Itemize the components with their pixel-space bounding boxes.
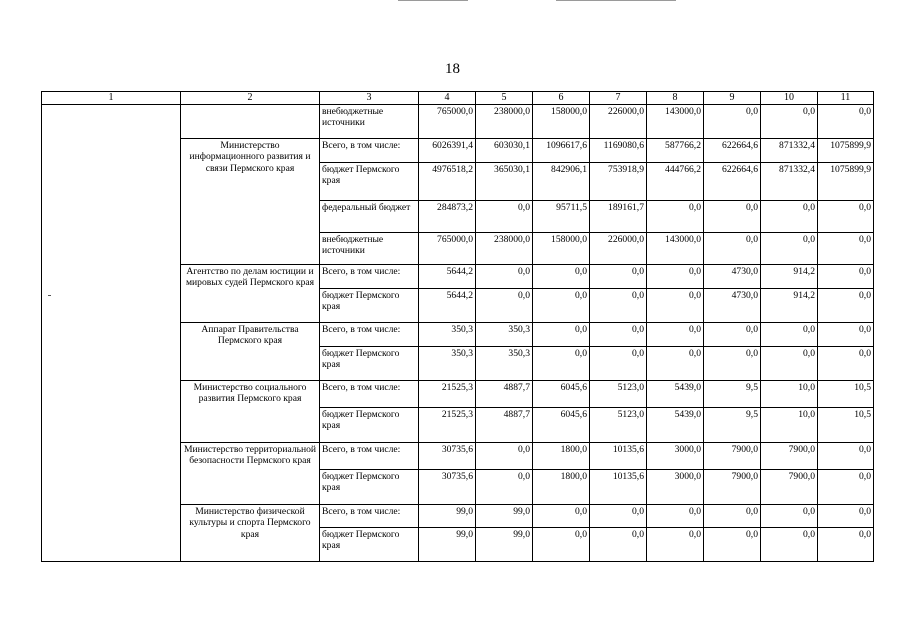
source-cell: бюджет Пермского края xyxy=(320,288,419,322)
table-body xyxy=(42,92,874,562)
value-cell: 365030,1 xyxy=(476,162,533,200)
value-cell: 0,0 xyxy=(761,504,818,527)
value-cell: 0,0 xyxy=(818,442,874,469)
value-cell: 95711,5 xyxy=(533,200,590,232)
value-cell: 0,0 xyxy=(533,322,590,346)
value-cell: 10,5 xyxy=(818,380,874,407)
value-cell: 4976518,2 xyxy=(419,162,476,200)
value-cell: 350,3 xyxy=(419,322,476,346)
value-cell: 0,0 xyxy=(590,322,647,346)
value-cell: 238000,0 xyxy=(476,232,533,264)
header-cell: 8 xyxy=(647,92,704,105)
source-cell: Всего, в том числе: xyxy=(320,504,419,527)
value-cell: 0,0 xyxy=(818,264,874,288)
value-cell: 238000,0 xyxy=(476,104,533,138)
value-cell: 5644,2 xyxy=(419,264,476,288)
value-cell: 0,0 xyxy=(476,442,533,469)
value-cell: 226000,0 xyxy=(590,232,647,264)
value-cell: 10135,6 xyxy=(590,442,647,469)
value-cell: 0,0 xyxy=(476,469,533,504)
value-cell: 0,0 xyxy=(533,346,590,380)
value-cell: 5439,0 xyxy=(647,407,704,442)
value-cell: 0,0 xyxy=(818,322,874,346)
value-cell: 30735,6 xyxy=(419,442,476,469)
value-cell: 0,0 xyxy=(647,264,704,288)
value-cell: 7900,0 xyxy=(704,442,761,469)
table-row xyxy=(42,104,874,138)
value-cell: 0,0 xyxy=(704,104,761,138)
value-cell: 350,3 xyxy=(476,346,533,380)
value-cell: 0,0 xyxy=(590,346,647,380)
value-cell: 765000,0 xyxy=(419,104,476,138)
value-cell: 0,0 xyxy=(590,527,647,561)
agency-cell-empty xyxy=(181,104,320,138)
value-cell: 143000,0 xyxy=(647,104,704,138)
value-cell: 871332,4 xyxy=(761,138,818,162)
value-cell: 5123,0 xyxy=(590,380,647,407)
source-cell: внебюджетные источники xyxy=(320,104,419,138)
value-cell: 0,0 xyxy=(704,200,761,232)
value-cell: 0,0 xyxy=(647,322,704,346)
source-cell: Всего, в том числе: xyxy=(320,380,419,407)
value-cell: 9,5 xyxy=(704,407,761,442)
header-cell: 6 xyxy=(533,92,590,105)
source-cell: Всего, в том числе: xyxy=(320,322,419,346)
header-row xyxy=(42,92,874,105)
value-cell: 0,0 xyxy=(818,469,874,504)
source-cell: бюджет Пермского края xyxy=(320,346,419,380)
header-cell: 5 xyxy=(476,92,533,105)
value-cell: 21525,3 xyxy=(419,407,476,442)
value-cell: 444766,2 xyxy=(647,162,704,200)
value-cell: 30735,6 xyxy=(419,469,476,504)
value-cell: 0,0 xyxy=(818,104,874,138)
value-cell: 6026391,4 xyxy=(419,138,476,162)
value-cell: 1800,0 xyxy=(533,442,590,469)
value-cell: 0,0 xyxy=(533,527,590,561)
value-cell: 914,2 xyxy=(761,288,818,322)
value-cell: 158000,0 xyxy=(533,232,590,264)
value-cell: 99,0 xyxy=(419,527,476,561)
value-cell: 753918,9 xyxy=(590,162,647,200)
agency-cell: Министерство социального развития Пермского края xyxy=(181,380,320,442)
value-cell: 914,2 xyxy=(761,264,818,288)
value-cell: 4887,7 xyxy=(476,380,533,407)
top-rule-right xyxy=(556,0,676,1)
value-cell: 0,0 xyxy=(590,288,647,322)
value-cell: 765000,0 xyxy=(419,232,476,264)
source-cell: бюджет Пермского края xyxy=(320,162,419,200)
source-cell: бюджет Пермского края xyxy=(320,527,419,561)
value-cell: 5439,0 xyxy=(647,380,704,407)
value-cell: 0,0 xyxy=(476,200,533,232)
value-cell: 0,0 xyxy=(818,527,874,561)
value-cell: 0,0 xyxy=(818,504,874,527)
value-cell: 7900,0 xyxy=(704,469,761,504)
source-cell: Всего, в том числе: xyxy=(320,264,419,288)
value-cell: 0,0 xyxy=(533,504,590,527)
value-cell: 842906,1 xyxy=(533,162,590,200)
header-cell: 11 xyxy=(818,92,874,105)
column-1-cell xyxy=(42,104,181,561)
value-cell: 0,0 xyxy=(704,504,761,527)
value-cell: 4730,0 xyxy=(704,288,761,322)
value-cell: 9,5 xyxy=(704,380,761,407)
value-cell: 0,0 xyxy=(818,200,874,232)
header-cell: 3 xyxy=(320,92,419,105)
value-cell: 6045,6 xyxy=(533,380,590,407)
value-cell: 7900,0 xyxy=(761,469,818,504)
value-cell: 871332,4 xyxy=(761,162,818,200)
source-cell: Всего, в том числе: xyxy=(320,442,419,469)
value-cell: 587766,2 xyxy=(647,138,704,162)
value-cell: 0,0 xyxy=(533,264,590,288)
value-cell: 350,3 xyxy=(419,346,476,380)
value-cell: 3000,0 xyxy=(647,442,704,469)
value-cell: 143000,0 xyxy=(647,232,704,264)
value-cell: 99,0 xyxy=(476,527,533,561)
value-cell: 284873,2 xyxy=(419,200,476,232)
value-cell: 603030,1 xyxy=(476,138,533,162)
value-cell: 4887,7 xyxy=(476,407,533,442)
agency-cell: Министерство информационного развития и связи Пермского края xyxy=(181,138,320,264)
header-cell: 1 xyxy=(42,92,181,105)
agency-cell: Министерство территориальной безопасности Пермского края xyxy=(181,442,320,504)
value-cell: 0,0 xyxy=(761,200,818,232)
value-cell: 1800,0 xyxy=(533,469,590,504)
budget-table xyxy=(41,91,874,562)
value-cell: 189161,7 xyxy=(590,200,647,232)
value-cell: 0,0 xyxy=(761,232,818,264)
top-rule-left xyxy=(398,0,468,1)
value-cell: 0,0 xyxy=(647,504,704,527)
source-cell: Всего, в том числе: xyxy=(320,138,419,162)
value-cell: 0,0 xyxy=(647,527,704,561)
header-cell: 10 xyxy=(761,92,818,105)
source-cell: федеральный бюджет xyxy=(320,200,419,232)
header-cell: 4 xyxy=(419,92,476,105)
value-cell: 0,0 xyxy=(818,346,874,380)
value-cell: 0,0 xyxy=(533,288,590,322)
value-cell: 5123,0 xyxy=(590,407,647,442)
source-cell: бюджет Пермского края xyxy=(320,407,419,442)
value-cell: 10,5 xyxy=(818,407,874,442)
value-cell: 5644,2 xyxy=(419,288,476,322)
value-cell: 10135,6 xyxy=(590,469,647,504)
value-cell: 622664,6 xyxy=(704,162,761,200)
value-cell: 0,0 xyxy=(704,527,761,561)
agency-cell: Министерство физической культуры и спорта Пермского края xyxy=(181,504,320,561)
header-cell: 7 xyxy=(590,92,647,105)
header-cell: 9 xyxy=(704,92,761,105)
value-cell: 158000,0 xyxy=(533,104,590,138)
value-cell: 226000,0 xyxy=(590,104,647,138)
header-cell: 2 xyxy=(181,92,320,105)
value-cell: 0,0 xyxy=(647,200,704,232)
value-cell: 6045,6 xyxy=(533,407,590,442)
value-cell: 0,0 xyxy=(476,264,533,288)
agency-cell: Агентство по делам юстиции и мировых судей Пермского края xyxy=(181,264,320,322)
value-cell: 0,0 xyxy=(647,346,704,380)
source-cell: внебюджетные источники xyxy=(320,232,419,264)
value-cell: 10,0 xyxy=(761,407,818,442)
value-cell: 0,0 xyxy=(704,322,761,346)
agency-cell: Аппарат Правительства Пермского края xyxy=(181,322,320,380)
value-cell: 99,0 xyxy=(419,504,476,527)
value-cell: 0,0 xyxy=(704,346,761,380)
value-cell: 0,0 xyxy=(590,264,647,288)
value-cell: 350,3 xyxy=(476,322,533,346)
value-cell: 622664,6 xyxy=(704,138,761,162)
value-cell: 0,0 xyxy=(761,527,818,561)
value-cell: 1075899,9 xyxy=(818,138,874,162)
value-cell: 21525,3 xyxy=(419,380,476,407)
value-cell: 7900,0 xyxy=(761,442,818,469)
value-cell: 0,0 xyxy=(761,104,818,138)
page-number: 18 xyxy=(445,61,460,77)
value-cell: 0,0 xyxy=(818,288,874,322)
value-cell: 0,0 xyxy=(590,504,647,527)
value-cell: 0,0 xyxy=(647,288,704,322)
value-cell: 10,0 xyxy=(761,380,818,407)
source-cell: бюджет Пермского края xyxy=(320,469,419,504)
value-cell: 0,0 xyxy=(818,232,874,264)
value-cell: 1096617,6 xyxy=(533,138,590,162)
value-cell: 3000,0 xyxy=(647,469,704,504)
value-cell: 0,0 xyxy=(761,322,818,346)
value-cell: 0,0 xyxy=(704,232,761,264)
value-cell: 4730,0 xyxy=(704,264,761,288)
value-cell: 0,0 xyxy=(476,288,533,322)
value-cell: 1075899,9 xyxy=(818,162,874,200)
value-cell: 99,0 xyxy=(476,504,533,527)
value-cell: 0,0 xyxy=(761,346,818,380)
value-cell: 1169080,6 xyxy=(590,138,647,162)
